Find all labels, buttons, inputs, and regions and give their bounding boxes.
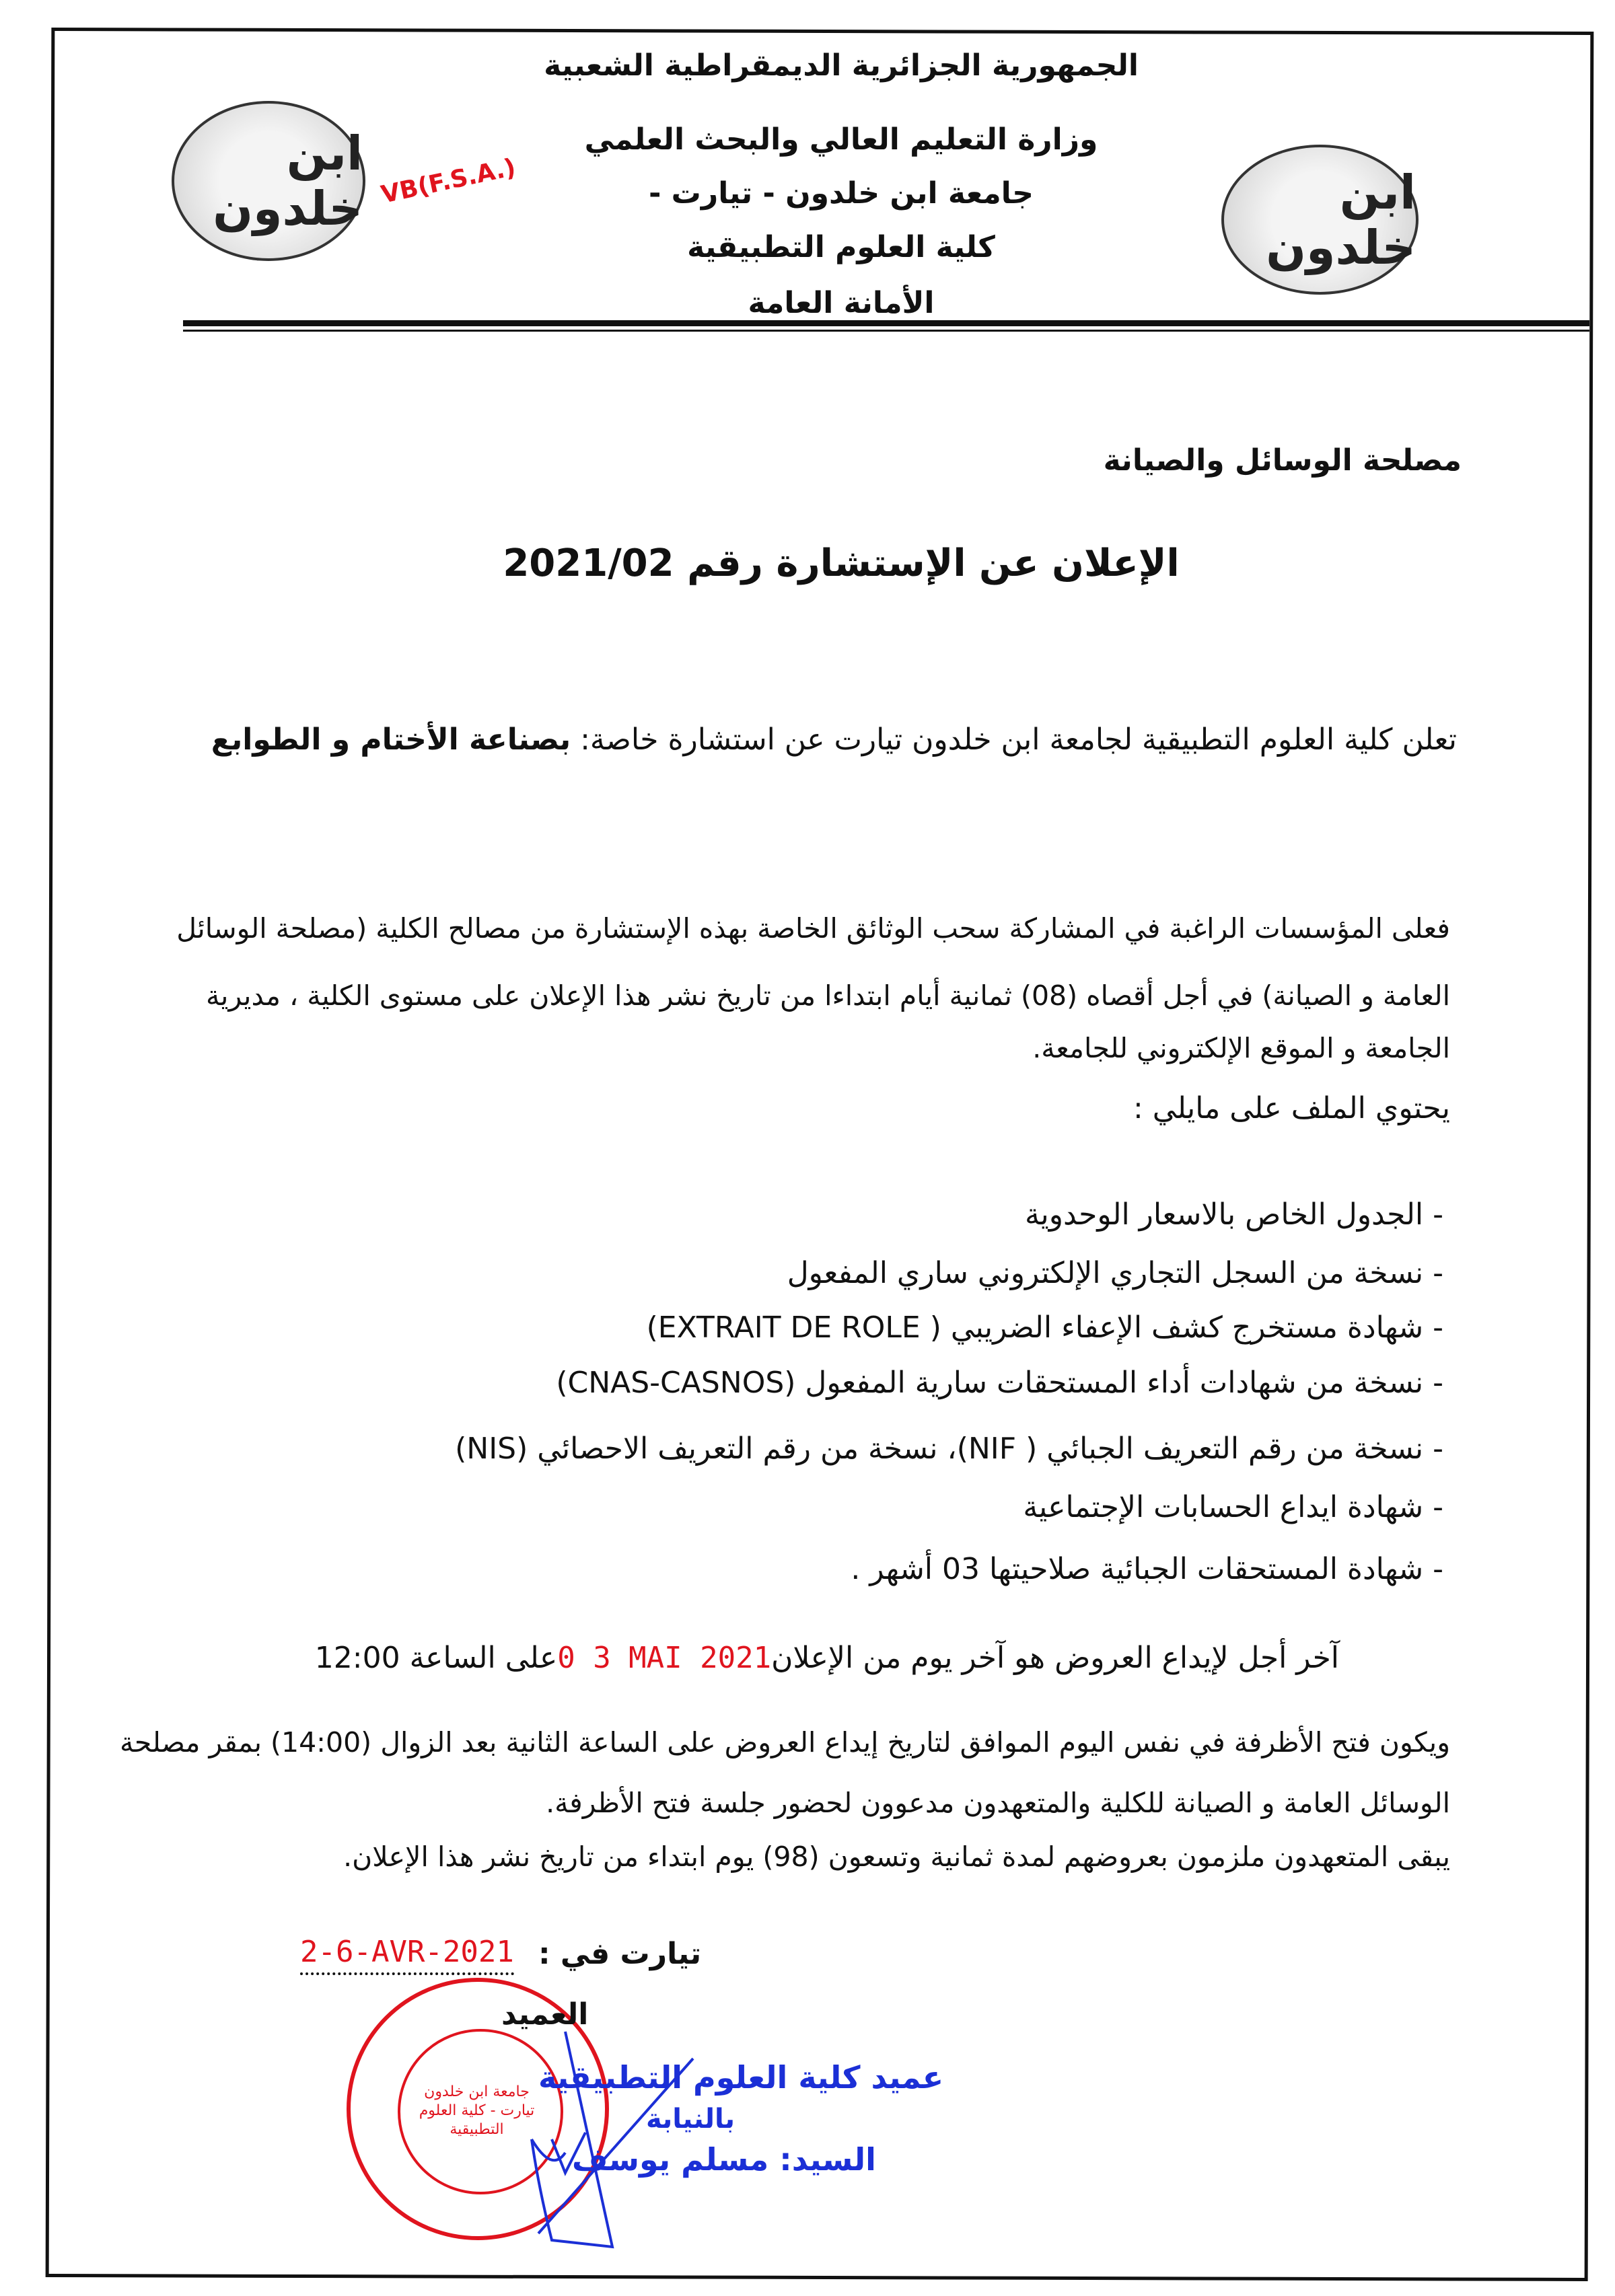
deadline-date-stamp: 0 3 MAI 2021 [557, 1641, 772, 1675]
dean-stamp-line: عميد كلية العلوم التطبيقية [538, 2059, 944, 2096]
closing-line-2: الوسائل العامة و الصيانة للكلية والمتعهدون مدعوون لحضور جلسة فتح الأظرفة. [546, 1787, 1450, 1819]
signatory-role: العميد [501, 1997, 589, 2032]
list-item: - شهادة المستحقات الجبائية صلاحيتها 03 أشهر . [851, 1552, 1443, 1586]
closing-line-3: يبقى المتعهدون ملزمون بعروضهم لمدة ثمانية وتسعون (98) يوم ابتداء من تاريخ نشر هذا الإعلان. [343, 1841, 1450, 1873]
place-date-label: تيارت في : [538, 1937, 702, 1971]
handwritten-signature [525, 2018, 700, 2260]
header-divider [183, 320, 1589, 326]
intro-text: تعلن كلية العلوم التطبيقية لجامعة ابن خلدون تيارت عن استشارة خاصة: [580, 723, 1457, 757]
list-item: - نسخة من السجل التجاري الإلكتروني ساري المفعول [787, 1256, 1443, 1290]
stamp-text: جامعة ابن خلدون تيارت - كلية العلوم التطبيقية [419, 2083, 535, 2138]
paragraph-line-2: العامة و الصيانة) في أجل أقصاه (08) ثمانية أيام ابتداءا من تاريخ نشر هذا الإعلان على مستوى الكلية ، مديرية [206, 979, 1450, 1012]
red-initials-mark: VB(F.S.A.) [378, 153, 518, 209]
list-item: - شهادة ايداع الحسابات الإجتماعية [1023, 1490, 1443, 1524]
list-item: - شهادة مستخرج كشف الإعفاء الضريبي ( EXTRAIT DE ROLE) [646, 1310, 1443, 1345]
deadline-text: آخر أجل لإيداع العروض هو آخر يوم من الإعلان [771, 1641, 1339, 1675]
list-item: - الجدول الخاص بالاسعار الوحدوية [1024, 1197, 1443, 1232]
header-republic: الجمهورية الجزائرية الديمقراطية الشعبية [544, 48, 1139, 83]
intro-subject: بصناعة الأختام و الطوابع [211, 723, 571, 757]
header-ministry: وزارة التعليم العالي والبحث العلمي [584, 122, 1098, 157]
header-secretariat: الأمانة العامة [748, 286, 935, 320]
header-university: جامعة ابن خلدون - تيارت - [649, 176, 1034, 211]
closing-line-1: ويكون فتح الأظرفة في نفس اليوم الموافق لتاريخ إيداع العروض على الساعة الثانية بعد الزوال (14:00) بمقر مصلحة [119, 1726, 1450, 1758]
seal-text: ابن خلدون [1266, 164, 1416, 275]
department-name: مصلحة الوسائل والصيانة [1103, 443, 1462, 478]
university-seal-right [1221, 145, 1419, 295]
list-item: - نسخة من شهادات أداء المستحقات سارية المفعول (CNAS-CASNOS) [556, 1366, 1443, 1400]
intro-line [211, 720, 1457, 760]
dean-stamp-name: السيد: مسلم يوسف [572, 2141, 876, 2178]
list-intro: يحتوي الملف على مايلي : [1133, 1091, 1450, 1125]
dean-stamp-interim: بالنيابة [646, 2104, 735, 2135]
list-item: - نسخة من رقم التعريف الجبائي ( NIF)، نسخة من رقم التعريف الاحصائي (NIS) [455, 1432, 1443, 1466]
announcement-title: الإعلان عن الإستشارة رقم 2021/02 [503, 542, 1180, 585]
deadline-time: على الساعة 12:00 [314, 1641, 558, 1675]
header-faculty: كلية العلوم التطبيقية [687, 230, 995, 264]
paragraph-line-3: الجامعة و الموقع الإلكتروني للجامعة. [1032, 1032, 1450, 1064]
deadline-line [315, 1638, 1339, 1678]
header-divider-thin [183, 330, 1589, 332]
paragraph-line-1: فعلى المؤسسات الراغبة في المشاركة سحب الوثائق الخاصة بهذه الإستشارة من مصالح الكلية (مصلحة الوسائل [176, 912, 1450, 945]
date-stamp: 2-6-AVR-2021 [300, 1932, 514, 1975]
page-border [46, 28, 1594, 2281]
seal-text: ابن خلدون [213, 126, 363, 236]
university-seal-left [172, 101, 365, 261]
